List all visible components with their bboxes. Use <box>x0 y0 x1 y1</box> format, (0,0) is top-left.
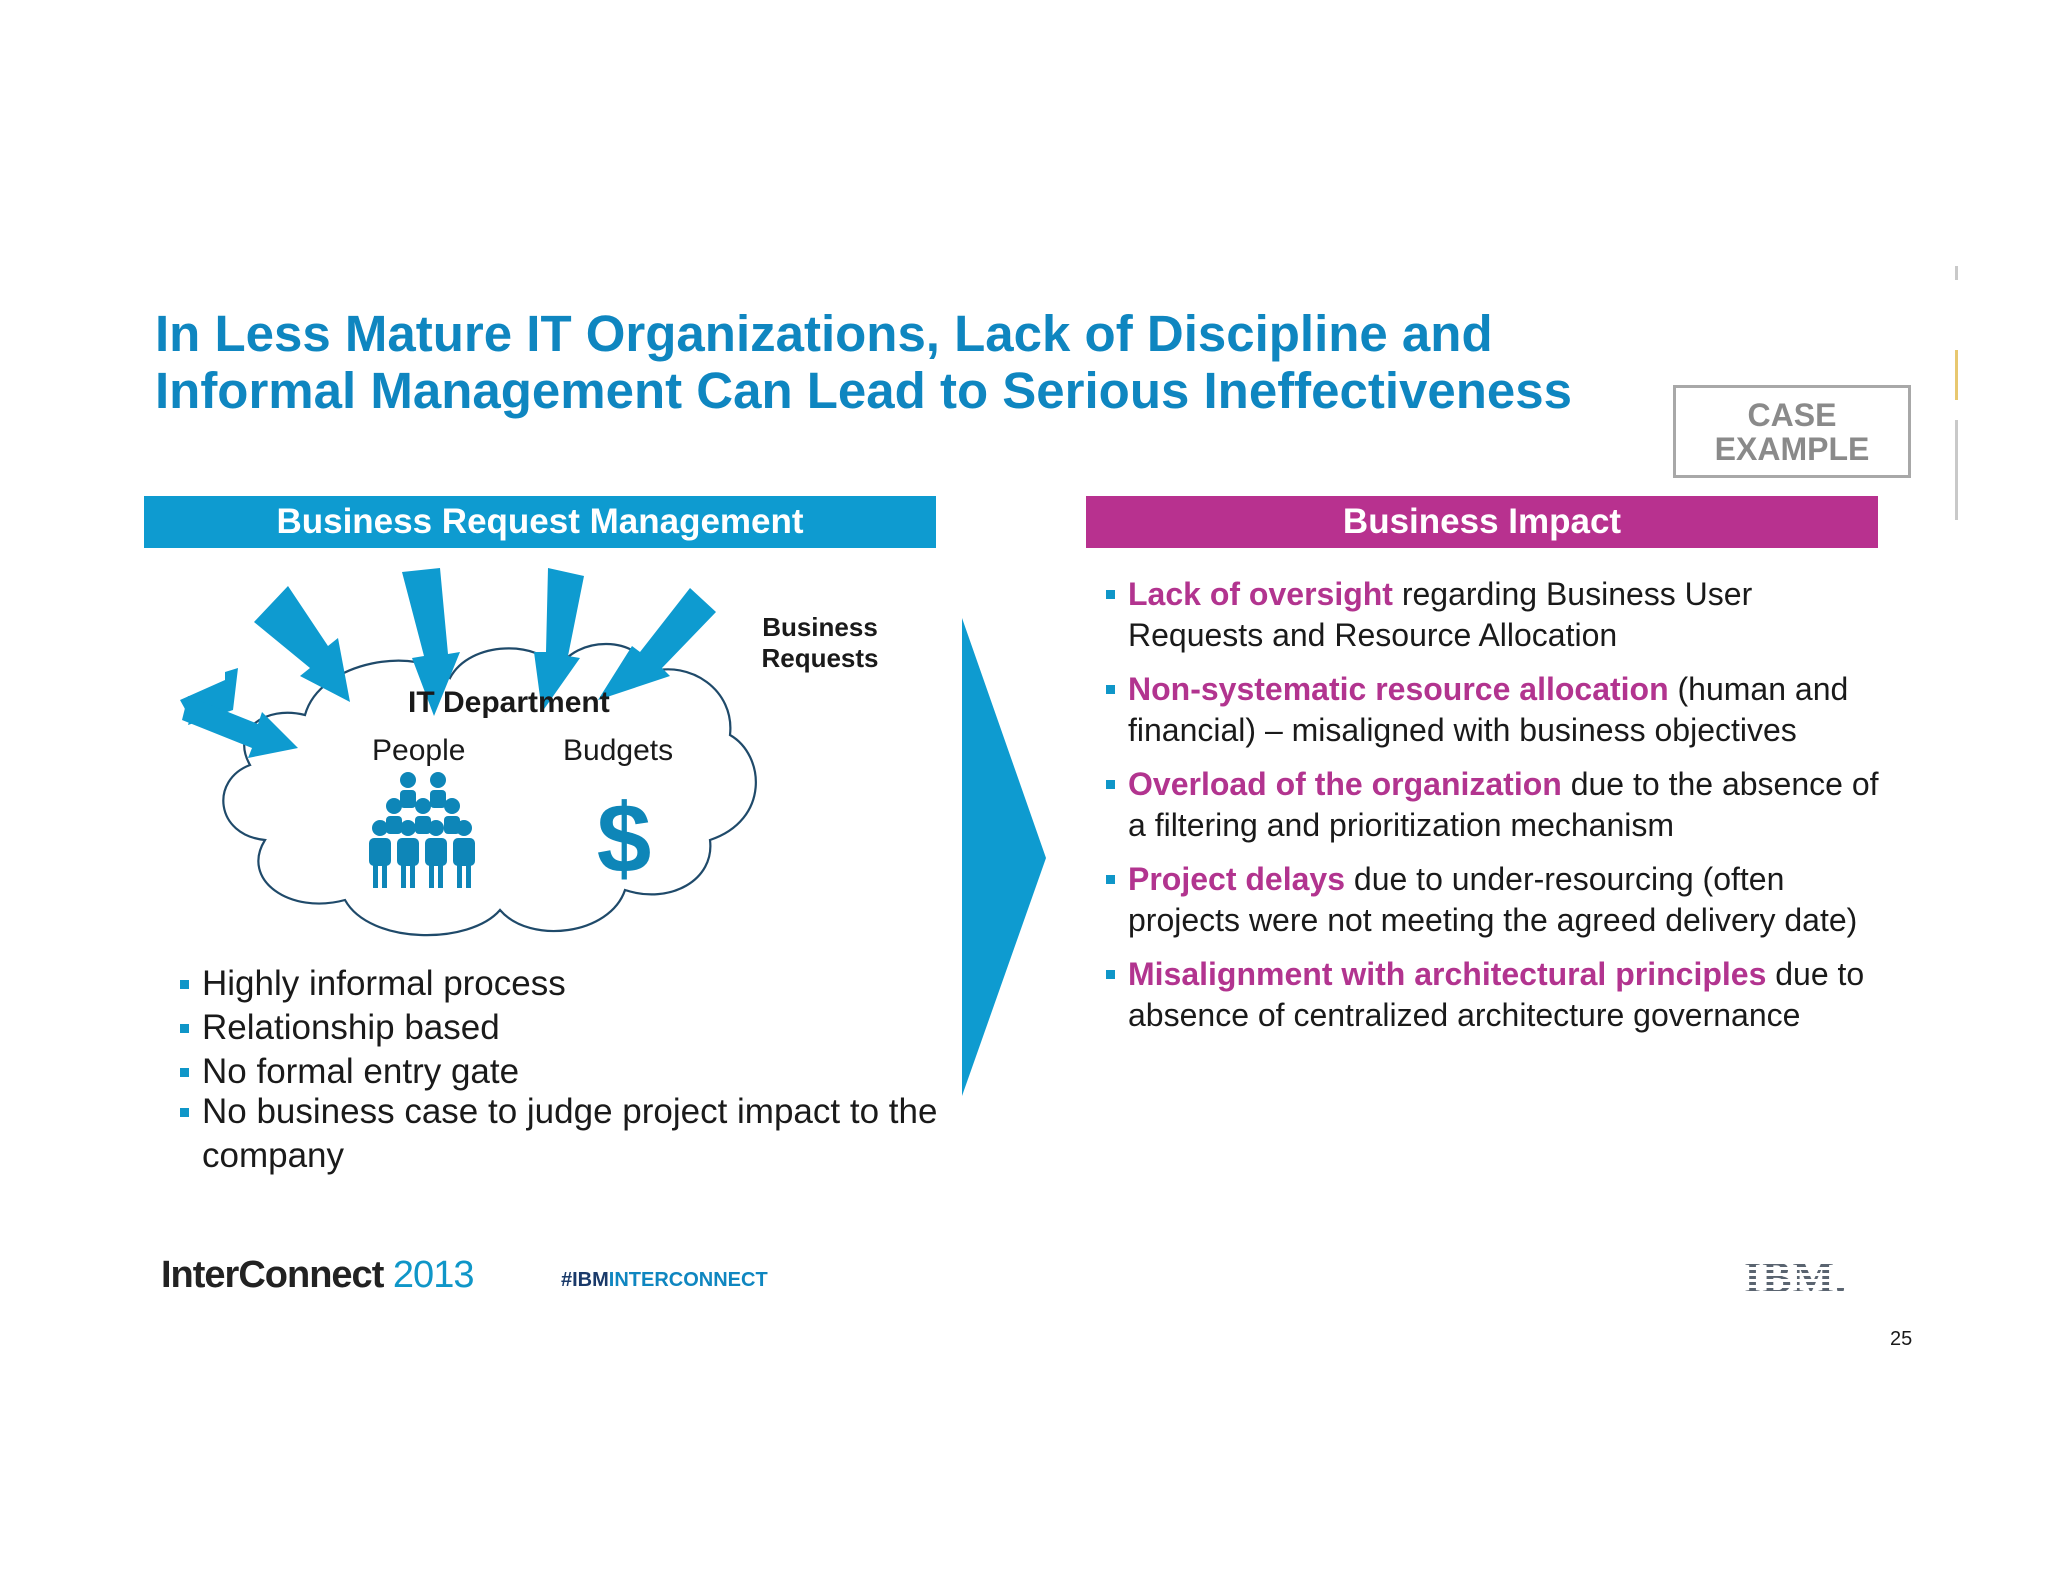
interconnect-logo: InterConnect 2013 <box>161 1254 474 1296</box>
edge-mark <box>1955 266 1958 280</box>
list-item: Highly informal process <box>178 962 938 1006</box>
case-example-tag <box>1673 385 1911 478</box>
bullet-square-icon <box>180 1108 189 1117</box>
edge-mark <box>1955 420 1958 520</box>
business-impact-header: Business Impact <box>1086 496 1878 548</box>
case-tag-line-2: EXAMPLE <box>1714 430 1870 467</box>
it-department-label: IT Department <box>408 686 610 719</box>
list-item: Lack of oversight regarding Business User Requests and Resource Allocation <box>1104 574 1884 656</box>
people-group-icon <box>369 772 475 888</box>
transition-arrow-icon <box>960 618 1050 1098</box>
edge-mark <box>1955 350 1958 400</box>
left-bullet-list <box>178 962 938 1178</box>
request-arrow-2 <box>254 586 350 702</box>
ibm-logo: IBM. <box>1744 1253 1847 1302</box>
budgets-label: Budgets <box>563 734 674 767</box>
list-item: Relationship based <box>178 1006 938 1050</box>
bullet-square-icon <box>180 980 189 989</box>
slide-title-line-2: Informal Management Can Lead to Serious Ineffectiveness <box>155 362 1573 419</box>
impact-bullet-list <box>1104 574 1884 1049</box>
people-label: People <box>372 734 466 767</box>
request-arrow-5 <box>598 588 716 700</box>
list-item: Project delays due to under-resourcing (often projects were not meeting the agreed delivery date) <box>1104 859 1884 941</box>
business-requests-label: Business Requests <box>761 612 879 673</box>
request-arrows-layer <box>170 560 810 960</box>
bullet-square-icon <box>180 1068 189 1077</box>
bullet-square-icon <box>180 1024 189 1033</box>
list-item: No business case to judge project impact to the company <box>178 1090 938 1178</box>
dollar-sign-icon: $ <box>596 783 652 893</box>
page-number: 25 <box>1890 1328 1913 1350</box>
bullet-square-icon <box>1106 590 1115 599</box>
slide-title <box>155 305 1635 419</box>
hashtag: #IBMINTERCONNECT <box>561 1269 768 1291</box>
list-item: Non-systematic resource allocation (human and financial) – misaligned with business objectives <box>1104 669 1884 751</box>
list-item: Misalignment with architectural principles due to absence of centralized architecture governance <box>1104 954 1884 1036</box>
request-arrow-1 <box>182 696 298 758</box>
list-item: Overload of the organization due to the absence of a filtering and prioritization mechanism <box>1104 764 1884 846</box>
bullet-square-icon <box>1106 685 1115 694</box>
bullet-square-icon <box>1106 970 1115 979</box>
case-tag-line-1: CASE <box>1747 396 1837 433</box>
slide-title-line-1: In Less Mature IT Organizations, Lack of Discipline and <box>155 305 1493 362</box>
business-request-management-header: Business Request Management <box>144 496 936 548</box>
bullet-square-icon <box>1106 780 1115 789</box>
bullet-square-icon <box>1106 875 1115 884</box>
list-item: No formal entry gate <box>178 1050 938 1094</box>
